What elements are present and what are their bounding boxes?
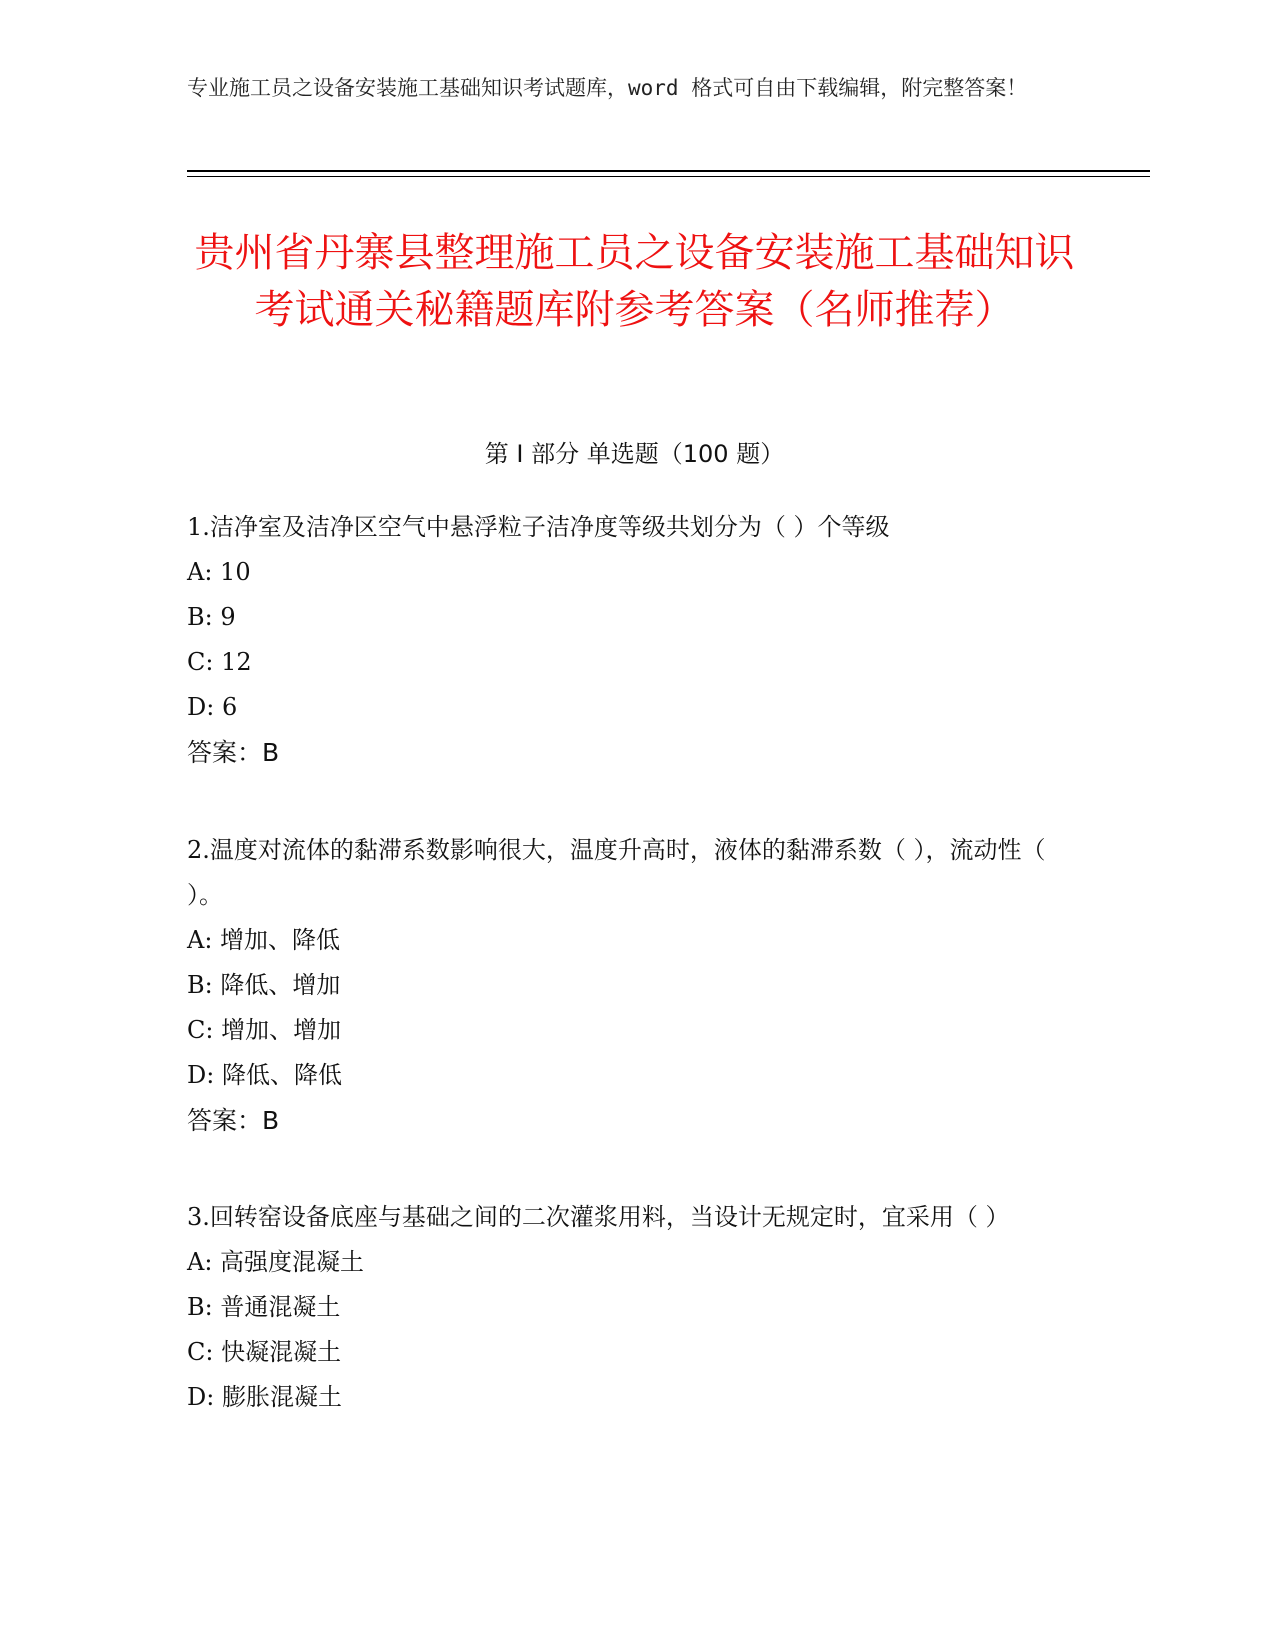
question-stem: 3.回转窑设备底座与基础之间的二次灌浆用料，当设计无规定时，宜采用（ ） xyxy=(187,1203,1010,1231)
option-a: A: 增加、降低 xyxy=(187,926,341,954)
option-c: C: 12 xyxy=(187,648,252,676)
option-d: D: 膨胀混凝土 xyxy=(187,1383,342,1411)
option-b: B: 普通混凝土 xyxy=(187,1293,341,1321)
section-heading: 第 I 部分 单选题（100 题） xyxy=(484,440,785,468)
document-title: 贵州省丹寨县整理施工员之设备安装施工基础知识考试通关秘籍题库附参考答案（名师推荐） xyxy=(194,230,1075,333)
answer-line: 答案：B xyxy=(187,1106,280,1135)
option-c: C: 增加、增加 xyxy=(187,1016,342,1044)
question-3 xyxy=(187,1195,1067,1420)
header-note: 专业施工员之设备安装施工基础知识考试题库，word 格式可自由下载编辑，附完整答案！ xyxy=(187,76,1028,100)
option-c: C: 快凝混凝土 xyxy=(187,1338,342,1366)
option-a: A: 高强度混凝土 xyxy=(187,1248,365,1276)
option-b: B: 降低、增加 xyxy=(187,971,341,999)
option-a: A: 10 xyxy=(187,558,251,586)
question-2 xyxy=(187,828,1067,1143)
question-1 xyxy=(187,505,1067,775)
answer-line: 答案：B xyxy=(187,738,280,767)
header-divider-thin xyxy=(187,176,1150,177)
option-d: D: 降低、降低 xyxy=(187,1061,342,1089)
option-d: D: 6 xyxy=(187,693,238,721)
header-divider-thick xyxy=(187,170,1150,172)
question-stem: 1.洁净室及洁净区空气中悬浮粒子洁净度等级共划分为（ ）个等级 xyxy=(187,513,890,541)
option-b: B: 9 xyxy=(187,603,236,631)
question-stem: 2.温度对流体的黏滞系数影响很大，温度升高时，液体的黏滞系数（ ），流动性（ ）。 xyxy=(187,836,1046,909)
